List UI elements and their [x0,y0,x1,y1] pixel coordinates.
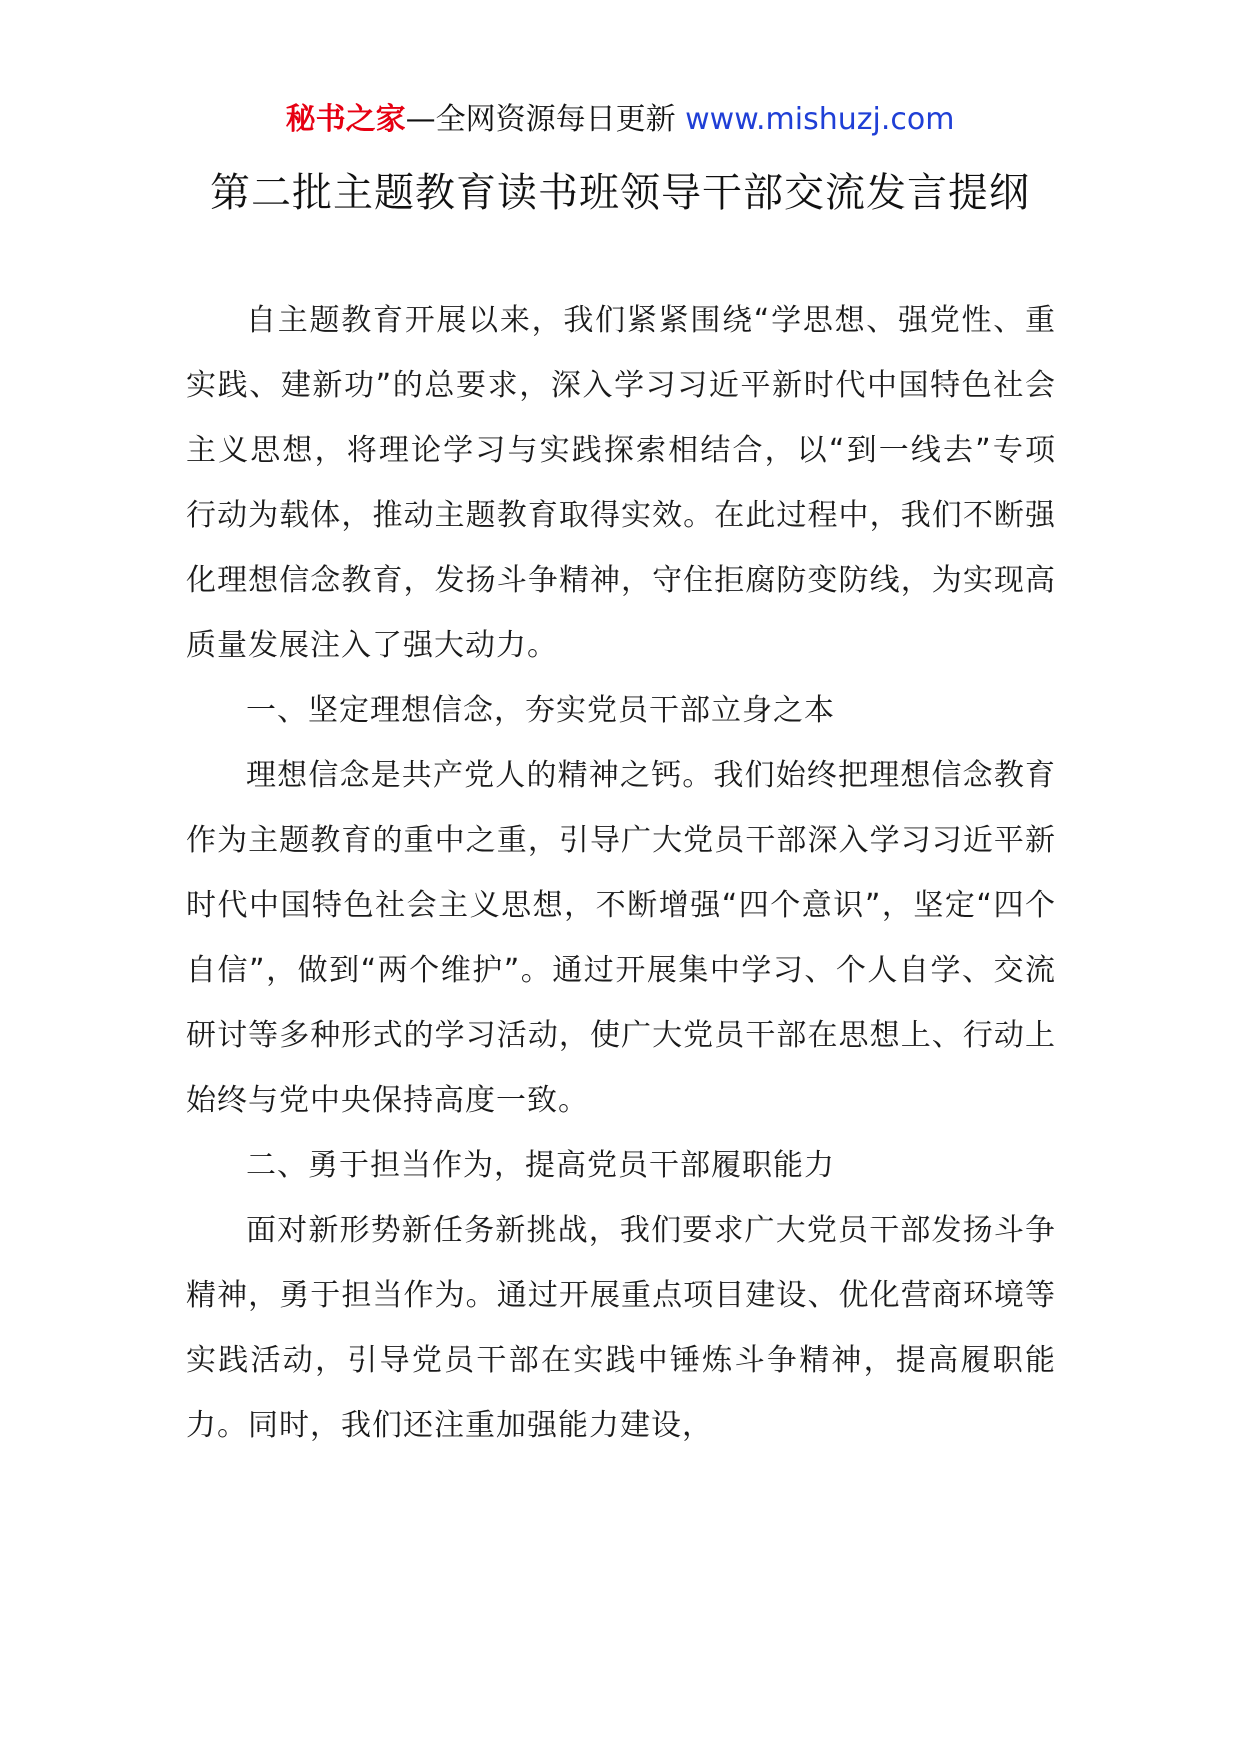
site-banner [0,100,1240,140]
site-url-link[interactable]: www.mishuzj.com [685,102,955,137]
banner-tagline: —全网资源每日更新 [405,102,686,137]
document-body [186,288,1056,1458]
intro-paragraph: 自主题教育开展以来，我们紧紧围绕“学思想、强党性、重实践、建新功”的总要求，深入学习习近平新时代中国特色社会主义思想，将理论学习与实践探索相结合，以“到一线去”专项行动为载体，推动主题教育取得实效。在此过程中，我们不断强化理想信念教育，发扬斗争精神，守住拒腐防变防线，为实现高质量发展注入了强大动力。 [186,303,1056,663]
section-2-paragraph: 面对新形势新任务新挑战，我们要求广大党员干部发扬斗争精神，勇于担当作为。通过开展重点项目建设、优化营商环境等实践活动，引导党员干部在实践中锤炼斗争精神，提高履职能力。同时，我们还注重加强能力建设， [186,1213,1056,1443]
section-2-heading: 二、勇于担当作为，提高党员干部履职能力 [246,1148,835,1183]
document-title: 第二批主题教育读书班领导干部交流发言提纲 [210,170,1030,216]
brand-name: 秘书之家 [285,102,406,137]
section-1-paragraph: 理想信念是共产党人的精神之钙。我们始终把理想信念教育作为主题教育的重中之重，引导广大党员干部深入学习习近平新时代中国特色社会主义思想，不断增强“四个意识”，坚定“四个自信”，做到“两个维护”。通过开展集中学习、个人自学、交流研讨等多种形式的学习活动，使广大党员干部在思想上、行动上始终与党中央保持高度一致。 [186,758,1056,1118]
section-1-heading: 一、坚定理想信念，夯实党员干部立身之本 [246,693,835,728]
